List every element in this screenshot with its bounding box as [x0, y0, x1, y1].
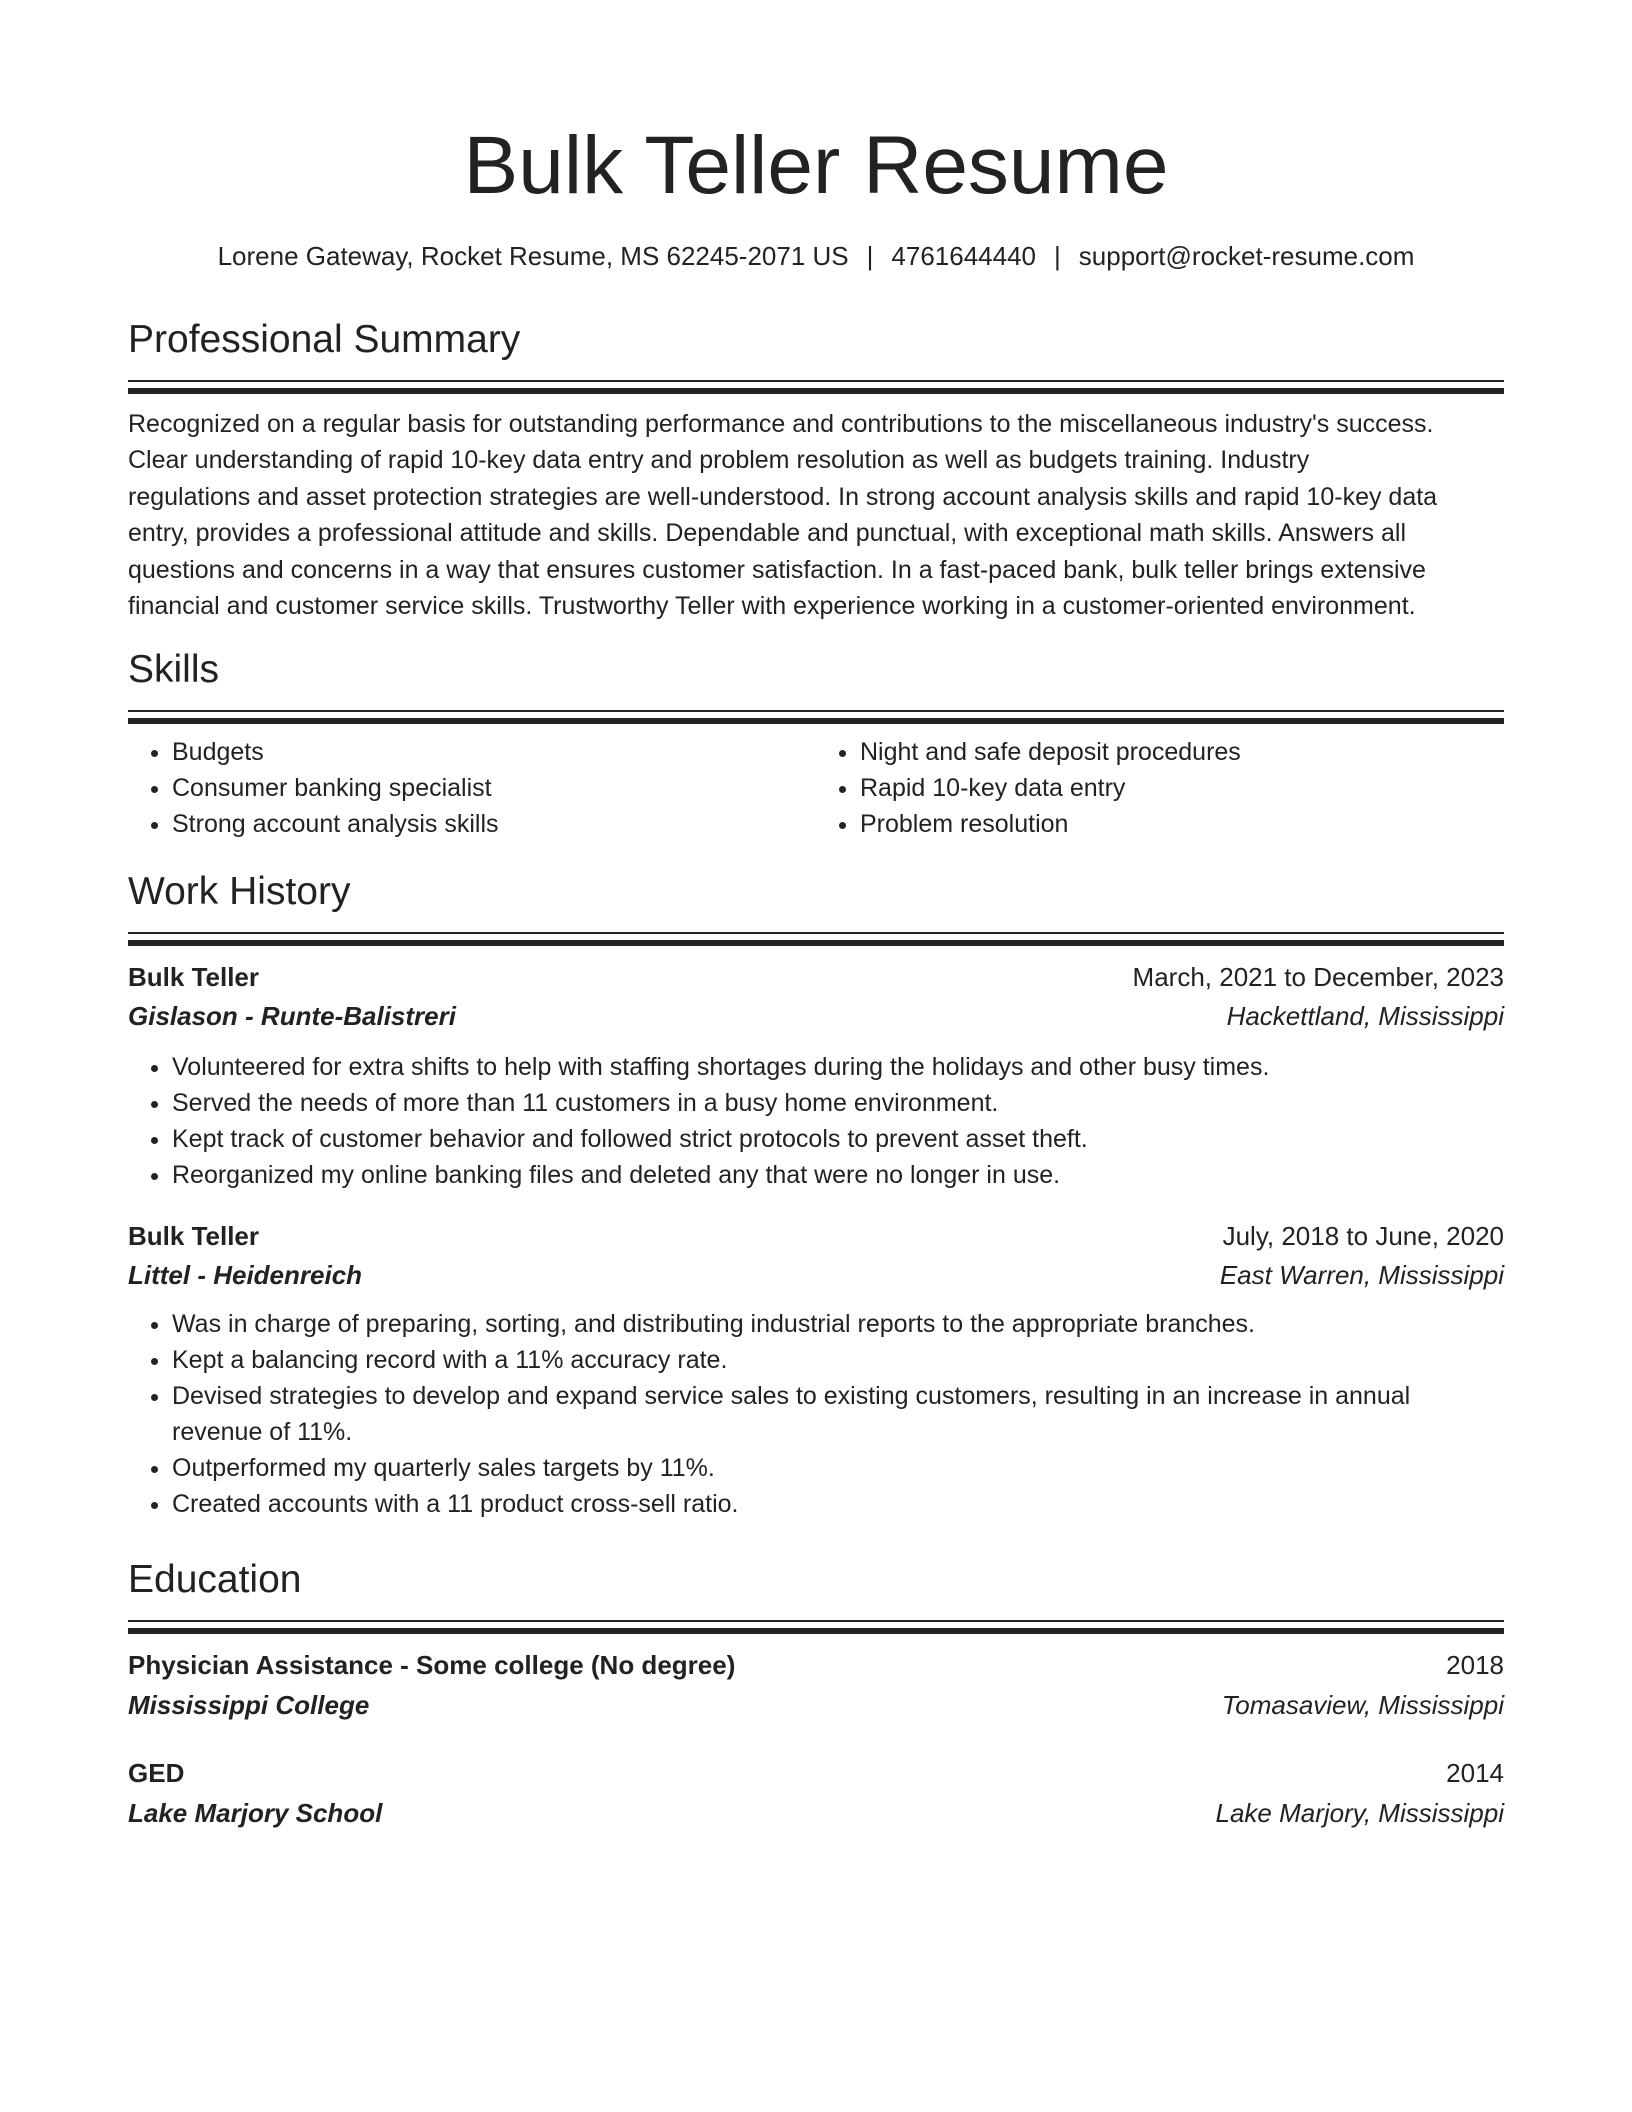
contact-phone: 4761644440 [891, 241, 1037, 271]
job-bullet: • Was in charge of preparing, sorting, and distributing industrial reports to the appropriate branches. [172, 1306, 1504, 1342]
job-employer: Gislason - Runte-Balistreri [128, 1001, 456, 1031]
skill-item: • Consumer banking specialist [172, 770, 816, 806]
section-education [128, 1556, 1504, 1832]
resume-title: Bulk Teller Resume [463, 120, 1169, 211]
contact-separator: | [1054, 241, 1061, 271]
section-heading: Skills [128, 648, 220, 691]
job-bullet: • Devised strategies to develop and expand service sales to existing customers, resulting in an increase in annual revenue of 11%. [172, 1378, 1504, 1450]
job-bullet: • Volunteered for extra shifts to help with staffing shortages during the holidays and other busy times. [172, 1049, 1504, 1085]
job-entry [128, 1217, 1504, 1522]
section-divider [128, 380, 1504, 392]
skills-list-right [816, 734, 1504, 842]
job-bullet: • Created accounts with a 11 product cross-sell ratio. [172, 1486, 1504, 1522]
section-skills [128, 646, 1504, 842]
job-employer: Littel - Heidenreich [128, 1260, 363, 1290]
skill-item: • Rapid 10-key data entry [860, 770, 1504, 806]
job-dates: July, 2018 to June, 2020 [1222, 1221, 1504, 1251]
job-dates: March, 2021 to December, 2023 [1132, 962, 1504, 992]
job-bullets [128, 1306, 1504, 1522]
skill-item: • Problem resolution [860, 806, 1504, 842]
section-divider [128, 710, 1504, 722]
summary-line: financial and customer service skills. Trustworthy Teller with experience working in a customer-oriented environment. [128, 592, 1416, 621]
summary-line: regulations and asset protection strategies are well-understood. In strong account analysis skills and rapid 10-key data [128, 482, 1438, 511]
job-bullet: • Reorganized my online banking files and deleted any that were no longer in use. [172, 1157, 1504, 1193]
education-degree: Physician Assistance - Some college (No degree) [128, 1650, 736, 1680]
section-divider [128, 932, 1504, 944]
job-entry [128, 958, 1504, 1193]
summary-line: questions and concerns in a way that ensures customer satisfaction. In a fast-paced bank, bulk teller brings extensive [128, 555, 1426, 584]
education-year: 2018 [1446, 1650, 1504, 1680]
contact-line [0, 236, 1632, 276]
education-school: Mississippi College [128, 1690, 370, 1720]
education-school: Lake Marjory School [128, 1798, 383, 1828]
contact-separator: | [866, 241, 874, 271]
contact-address: Lorene Gateway, Rocket Resume, MS 62245-2071 US [217, 241, 849, 271]
job-title: Bulk Teller [128, 1221, 260, 1251]
skills-grid [128, 734, 1504, 842]
education-degree: GED [128, 1758, 185, 1788]
skill-item: • Night and safe deposit procedures [860, 734, 1504, 770]
section-heading: Education [128, 1558, 302, 1601]
job-bullet: • Outperformed my quarterly sales targets by 11%. [172, 1450, 1504, 1486]
job-title: Bulk Teller [128, 962, 260, 992]
education-location: Tomasaview, Mississippi [1221, 1690, 1504, 1720]
section-work-history [128, 868, 1504, 1522]
job-bullet: • Kept track of customer behavior and followed strict protocols to prevent asset theft. [172, 1121, 1504, 1157]
job-bullet: • Served the needs of more than 11 customers in a busy home environment. [172, 1085, 1504, 1121]
education-year: 2014 [1446, 1758, 1504, 1788]
summary-paragraph [128, 406, 1504, 624]
summary-line: Clear understanding of rapid 10-key data entry and problem resolution as well as budgets training. Industry [128, 446, 1310, 475]
education-entry [128, 1754, 1504, 1832]
section-heading: Work History [128, 870, 351, 913]
section-divider [128, 1620, 1504, 1632]
section-professional-summary [128, 316, 1504, 624]
job-location: Hackettland, Mississippi [1226, 1001, 1504, 1031]
section-heading: Professional Summary [128, 318, 521, 361]
skill-item: • Budgets [172, 734, 816, 770]
job-bullet: • Kept a balancing record with a 11% accuracy rate. [172, 1342, 1504, 1378]
summary-line: entry, provides a professional attitude and skills. Dependable and punctual, with exceptional math skills. Answers all [128, 519, 1407, 548]
job-bullets [128, 1049, 1504, 1193]
education-location: Lake Marjory, Mississippi [1215, 1798, 1504, 1828]
skill-item: • Strong account analysis skills [172, 806, 816, 842]
summary-line: Recognized on a regular basis for outstanding performance and contributions to the miscellaneous industry's success. [128, 410, 1434, 438]
contact-email: support@rocket-resume.com [1078, 241, 1415, 271]
education-entry [128, 1646, 1504, 1724]
skills-list-left [128, 734, 816, 842]
job-location: East Warren, Mississippi [1219, 1260, 1504, 1290]
